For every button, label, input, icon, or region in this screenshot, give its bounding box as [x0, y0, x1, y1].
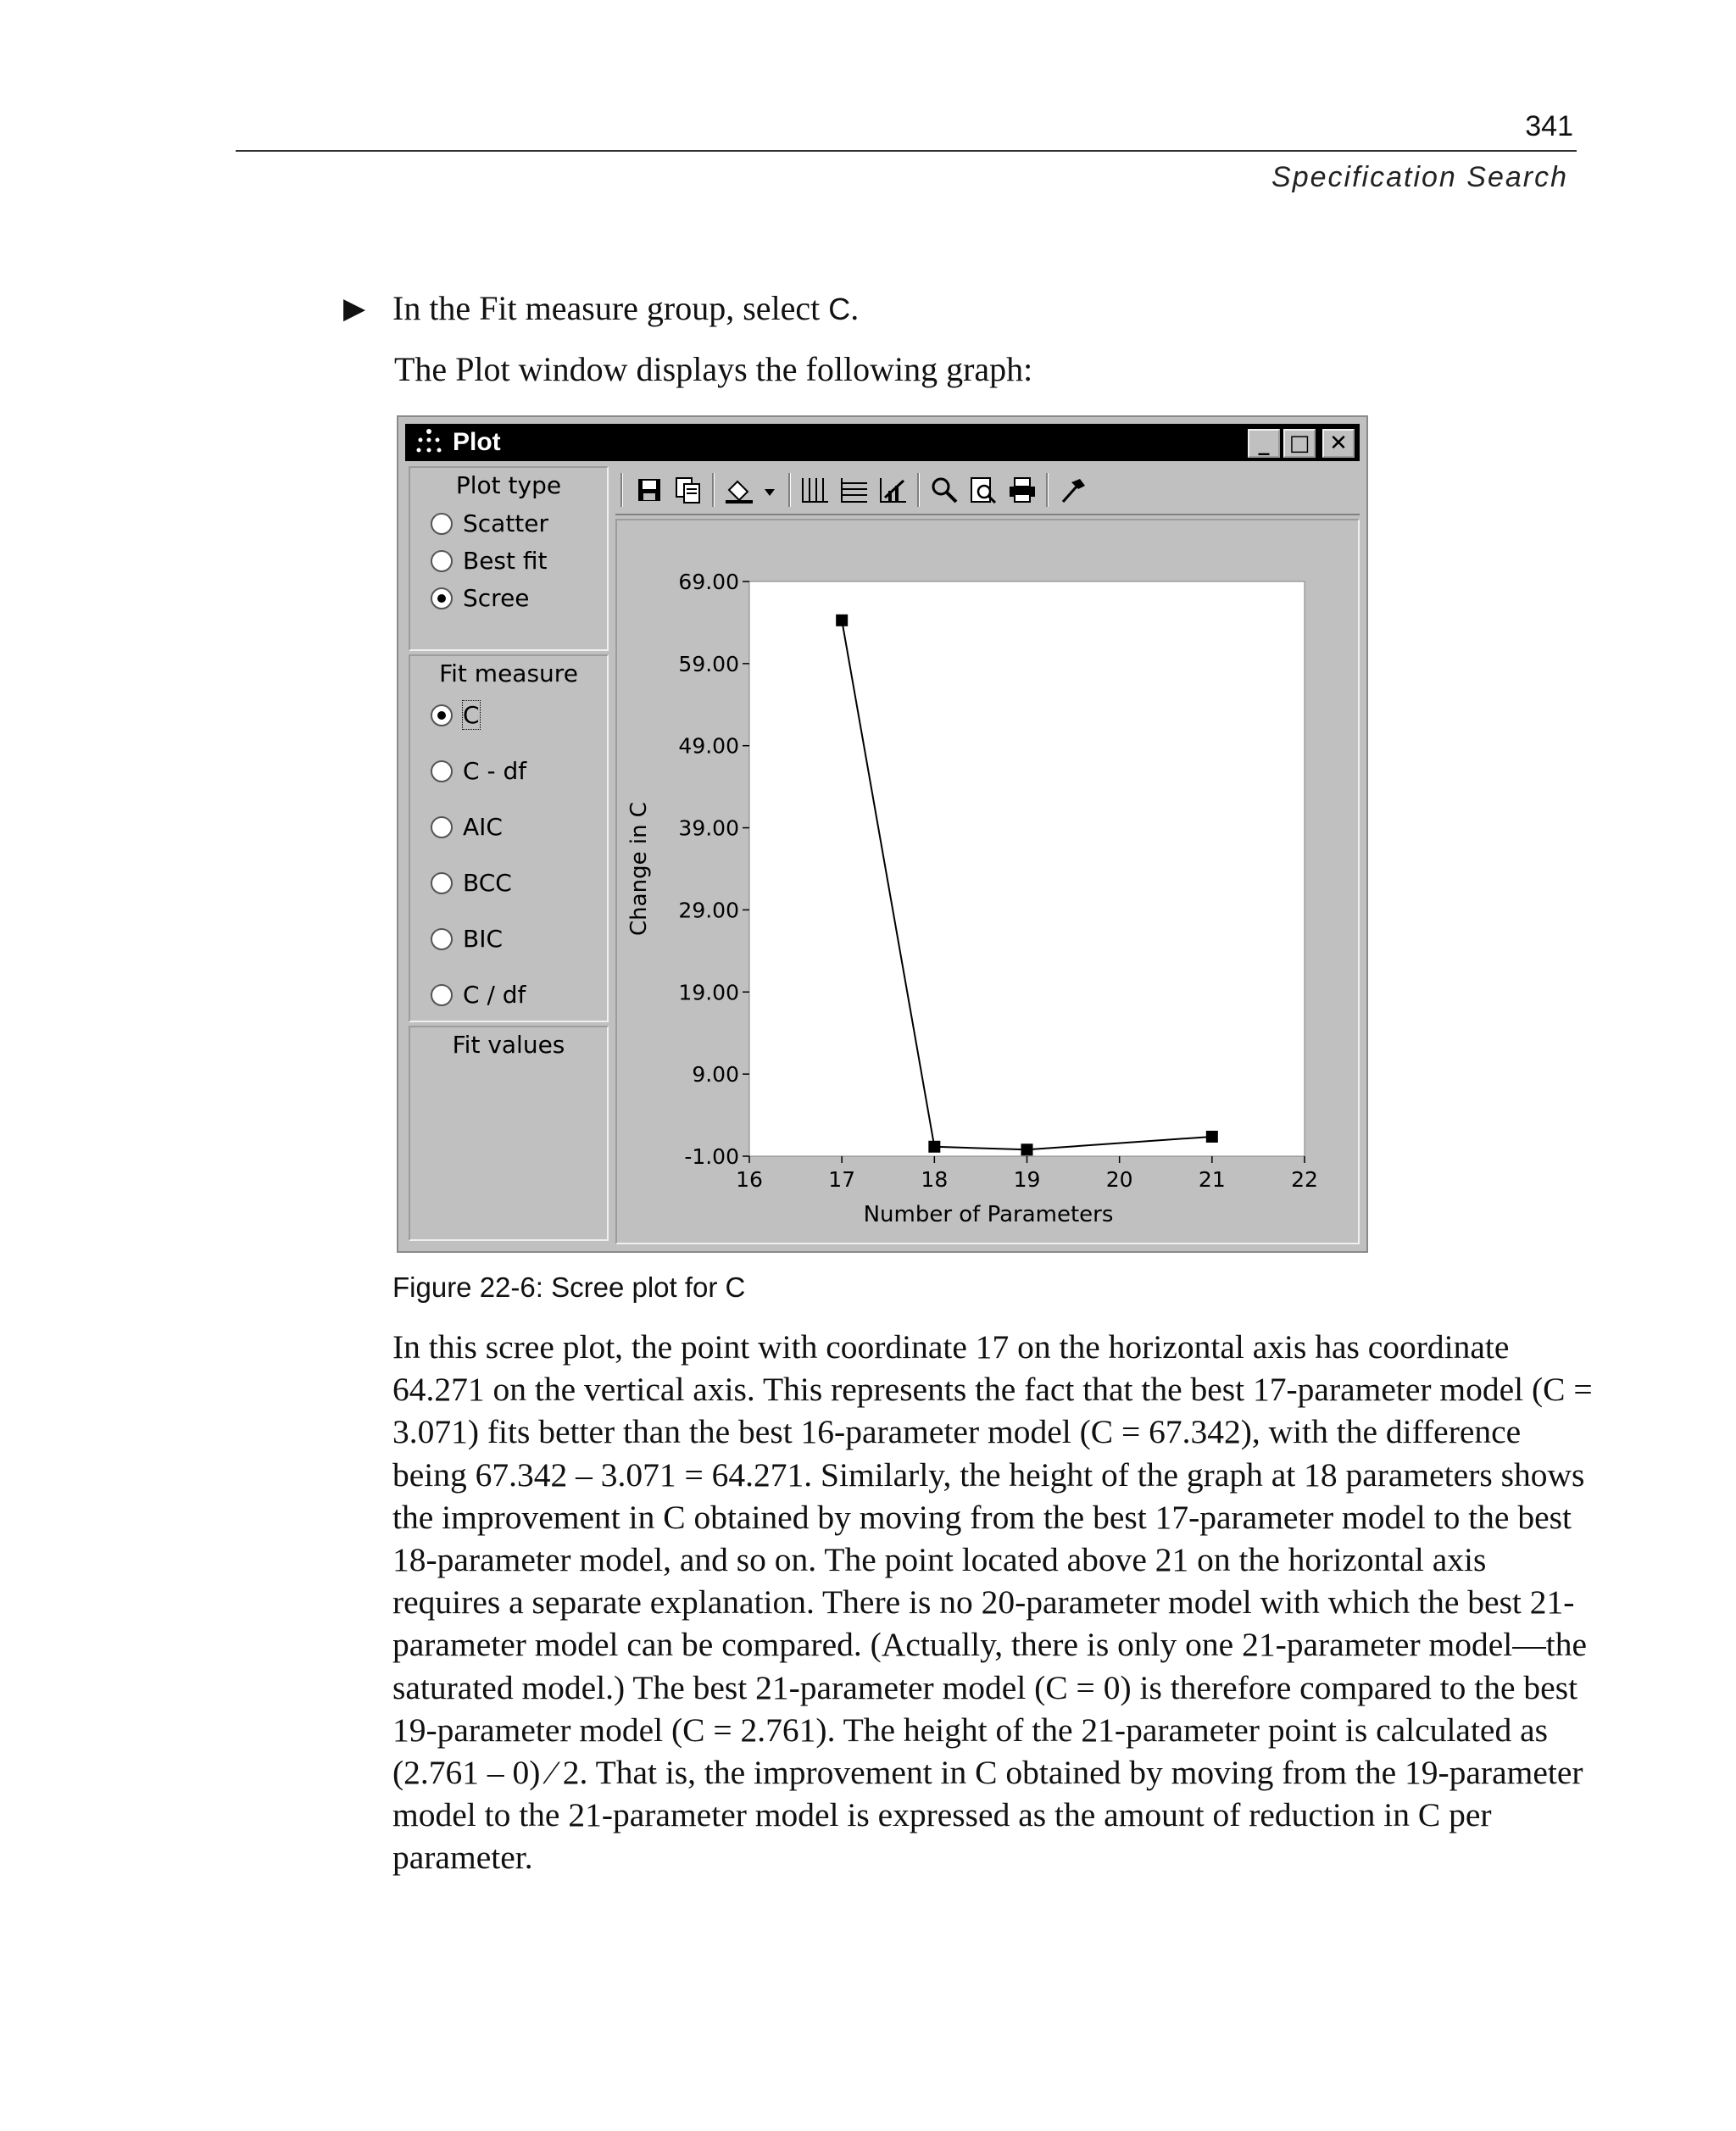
radio-label: BCC — [463, 869, 512, 897]
dropdown-arrow-icon — [763, 487, 776, 498]
plot-area — [615, 519, 1360, 1244]
paragraph-text: In this scree plot, the point with coordinate 17 on the horizontal axis has coordinate 64.271 on the vertical axis. This represents the fact that the best 17-parameter model (C = 3.071) fits better than the best 16-parameter model (C = 67.342), with the difference being 67.342 – 3.071 = 64.271. Similarly, the height of the graph at 18 parameters shows the improvement in C obtained by moving from the best 17-parameter model to the best 18-parameter model, and so on. The point located above 21 on the horizontal axis requires a separate explanation. There is no 20-parameter model with which the best 21-parameter model can be compared. (Actually, there is only one 21-parameter model—the saturated model.) The best 21-parameter model (C = 0) is therefore compared to the best 19-parameter model (C = 2.761). The height of the 21-parameter point is calculated as (2.761 – 0) ⁄ 2. That is, the improvement in C obtained by moving from the 19-parameter model to the 21-parameter model is expressed as the amount of reduction in C per parameter. — [392, 1328, 1593, 1877]
toolbar — [615, 466, 1360, 515]
tool-axis-scale[interactable] — [876, 473, 910, 507]
y-axis-label: Change in C — [626, 802, 652, 936]
fit-measure-title: Fit measure — [439, 659, 578, 687]
title-bar[interactable] — [405, 424, 1360, 461]
y-tick-label: 39.00 — [678, 815, 739, 841]
y-tick-label: 19.00 — [678, 980, 739, 1005]
radio-c-df[interactable] — [431, 756, 526, 787]
print-icon — [1007, 476, 1038, 504]
radio-dot — [431, 928, 453, 950]
tool-properties[interactable] — [1056, 473, 1090, 507]
x-tick-label: 20 — [1105, 1167, 1133, 1192]
x-tick-label: 19 — [1013, 1167, 1041, 1192]
header-rule — [236, 150, 1577, 152]
axis-scale-icon — [878, 476, 909, 504]
radio-dot — [431, 872, 453, 894]
maximize-button[interactable] — [1283, 429, 1316, 458]
x-tick-label: 21 — [1198, 1167, 1226, 1192]
close-button[interactable] — [1322, 429, 1355, 458]
radio-best-fit[interactable] — [431, 546, 548, 576]
intro-text: The Plot window displays the following graph: — [394, 350, 1033, 388]
radio-bcc[interactable] — [431, 868, 512, 899]
running-head: Specification Search — [1271, 161, 1568, 193]
radio-c[interactable] — [431, 700, 480, 731]
radio-label: C - df — [463, 757, 527, 785]
minimize-icon: _ — [1258, 431, 1270, 456]
fit-measure-group — [409, 654, 609, 1022]
tool-separator — [712, 473, 715, 507]
tool-copy[interactable] — [671, 473, 705, 507]
y-tick-label: -1.00 — [684, 1144, 739, 1169]
save-icon — [636, 476, 663, 504]
figure-caption: Figure 22-6: Scree plot for C — [392, 1271, 746, 1303]
toolbar-grip[interactable] — [620, 473, 623, 507]
radio-label: C / df — [463, 981, 526, 1009]
tool-separator — [1046, 473, 1049, 507]
radio-dot — [431, 513, 453, 535]
radio-label: C — [463, 701, 480, 729]
tool-fill-color[interactable] — [721, 473, 758, 507]
radio-label: Best fit — [463, 547, 548, 575]
scatter-dots-icon[interactable] — [412, 427, 446, 458]
page-number: 341 — [1525, 110, 1573, 142]
y-tick-label: 49.00 — [678, 733, 739, 759]
fill-color-icon — [722, 475, 756, 505]
step-text: In the Fit measure group, select — [392, 289, 829, 327]
plot-type-group — [409, 466, 609, 651]
radio-label: Scree — [463, 584, 530, 612]
body-paragraph — [392, 1326, 1596, 1879]
x-tick-label: 18 — [921, 1167, 949, 1192]
x-axis-label: Number of Parameters — [863, 1202, 1114, 1227]
scree-chart[interactable] — [617, 520, 1361, 1238]
zoom-icon — [930, 476, 959, 504]
radio-label: Scatter — [463, 509, 549, 537]
radio-label: BIC — [463, 925, 504, 953]
radio-dot — [431, 760, 453, 782]
radio-dot — [431, 816, 453, 838]
tool-print[interactable] — [1005, 473, 1039, 507]
radio-dot — [431, 550, 453, 572]
minimize-button[interactable] — [1248, 429, 1280, 458]
radio-bic[interactable] — [431, 924, 503, 954]
step-arrow-icon: ▶ — [343, 293, 366, 325]
y-tick-label: 69.00 — [678, 570, 739, 594]
properties-hammer-icon — [1058, 476, 1088, 504]
radio-dot-selected — [431, 704, 453, 726]
data-point — [1206, 1131, 1218, 1143]
tool-zoom[interactable] — [927, 473, 961, 507]
data-point — [928, 1141, 940, 1153]
tool-separator — [917, 473, 920, 507]
data-point — [836, 615, 848, 626]
radio-c-over-df[interactable] — [431, 980, 526, 1010]
y-tick-label: 59.00 — [678, 651, 739, 676]
x-tick-label: 22 — [1291, 1167, 1318, 1192]
tool-separator — [788, 473, 791, 507]
plot-type-title: Plot type — [455, 471, 562, 499]
radio-dot-selected — [431, 587, 453, 609]
y-tick-label: 9.00 — [692, 1062, 739, 1088]
radio-scatter[interactable] — [431, 509, 548, 539]
tool-print-preview[interactable] — [966, 473, 1000, 507]
tool-save[interactable] — [632, 473, 666, 507]
tool-horizontal-grid[interactable] — [837, 473, 871, 507]
chart-canvas — [749, 581, 1305, 1156]
radio-scree[interactable] — [431, 583, 530, 614]
x-tick-label: 16 — [736, 1167, 763, 1192]
fit-values-title: Fit values — [452, 1031, 565, 1059]
radio-label: AIC — [463, 813, 503, 841]
tool-fill-dropdown[interactable] — [761, 473, 778, 507]
radio-aic[interactable] — [431, 812, 503, 843]
copy-icon — [674, 476, 703, 504]
print-preview-icon — [969, 476, 998, 504]
radio-dot — [431, 984, 453, 1006]
step-period: . — [850, 289, 860, 327]
x-tick-label: 17 — [828, 1167, 856, 1192]
plot-window — [397, 415, 1368, 1253]
tool-vertical-grid[interactable] — [798, 473, 832, 507]
window-title: Plot — [453, 428, 501, 456]
vertical-gridlines-icon — [800, 476, 831, 504]
data-point — [1021, 1143, 1033, 1155]
step-code: C — [828, 292, 851, 326]
horizontal-gridlines-icon — [839, 476, 870, 504]
maximize-icon: □ — [1288, 431, 1310, 456]
close-icon: ✕ — [1329, 431, 1348, 456]
fit-values-group — [409, 1026, 609, 1241]
y-tick-label: 29.00 — [678, 898, 739, 923]
instruction-step — [343, 288, 859, 328]
